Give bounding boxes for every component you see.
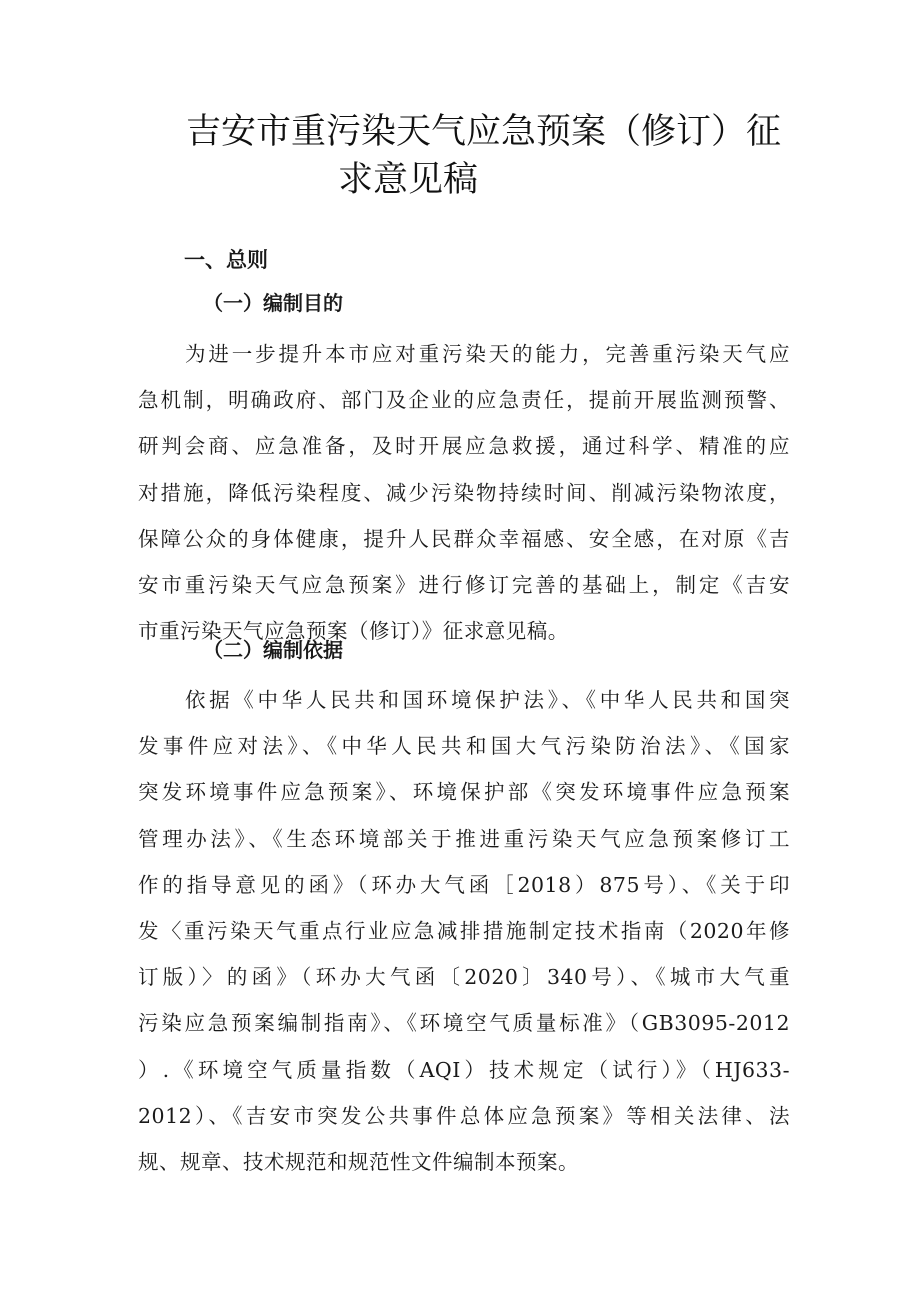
title-line-2: 求意见稿 [338, 160, 479, 200]
paragraph-line: 依据《中华人民共和国环境保护法》、《中华人民共和国突 [185, 688, 790, 712]
paragraph-line: 突发环境事件应急预案》、环境保护部《突发环境事件应急预案 [138, 780, 790, 805]
paragraph-line: ）.《环境空气质量指数（AQI）技术规定（试行）》（HJ633- [138, 1057, 790, 1082]
paragraph-line: 对措施，降低污染程度、减少污染物持续时间、削减污染物浓度， [138, 480, 790, 505]
paragraph-line: 订版）〉的函》（环办大气函〔2020〕340号）、《城市大气重 [138, 965, 790, 990]
title-line-1: 吉安市重污染天气应急预案（修订）征 [186, 112, 782, 152]
paragraph-line: 规、规章、技术规范和规范性文件编制本预案。 [138, 1149, 579, 1174]
paragraph-line: 急机制，明确政府、部门及企业的应急责任，提前开展监测预警、 [138, 388, 790, 413]
paragraph-line: 发事件应对法》、《中华人民共和国大气污染防治法》、《国家 [138, 734, 790, 759]
paragraph-line: 2012）、《吉安市突发公共事件总体应急预案》等相关法律、法 [138, 1103, 790, 1128]
paragraph-line: 安市重污染天气应急预案》进行修订完善的基础上，制定《吉安 [138, 572, 790, 597]
paragraph-line: 污染应急预案编制指南》、《环境空气质量标准》（GB3095-2012 [138, 1011, 790, 1036]
paragraph-line: 管理办法》、《生态环境部关于推进重污染天气应急预案修订工 [138, 826, 790, 851]
paragraph-line: 保障公众的身体健康，提升人民群众幸福感、安全感，在对原《吉 [138, 526, 790, 551]
paragraph-line: 市重污染天气应急预案（修订）》征求意见稿。 [138, 619, 569, 644]
subsection-heading-purpose: （一）编制目的 [203, 291, 343, 315]
paragraph-line: 为进一步提升本市应对重污染天的能力，完善重污染天气应 [185, 342, 790, 366]
paragraph-purpose [138, 331, 790, 654]
paragraph-line: 发〈重污染天气重点行业应急减排措施制定技术指南（2020年修 [138, 918, 790, 943]
subsection-heading-basis: （二）编制依据 [203, 638, 343, 662]
document-title [186, 108, 786, 204]
paragraph-line: 研判会商、应急准备，及时开展应急救援，通过科学、精准的应 [138, 434, 790, 459]
section-heading-general: 一、总则 [184, 248, 268, 272]
paragraph-basis [138, 677, 790, 1185]
paragraph-line: 作的指导意见的函》（环办大气函［2018）875号）、《关于印 [138, 872, 790, 897]
